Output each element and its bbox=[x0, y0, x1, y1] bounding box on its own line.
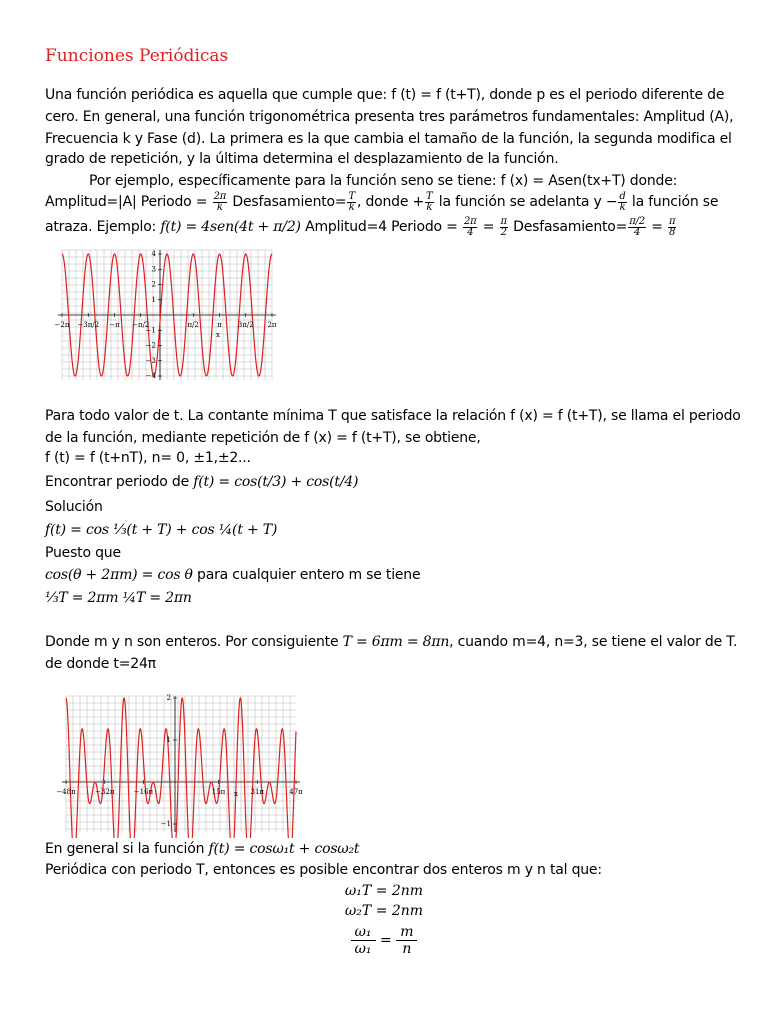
frac-pi-8 bbox=[668, 217, 676, 238]
x-tick-label: 15π bbox=[211, 788, 226, 796]
y-tick-label: −2 bbox=[145, 341, 156, 350]
eq-ratio bbox=[0, 924, 768, 957]
ratio-left-den: ω₁ bbox=[354, 941, 372, 957]
frac-num: 2π bbox=[463, 215, 477, 227]
x-tick-label: −16π bbox=[133, 788, 154, 796]
eq-omega2: ω₂T = 2nm bbox=[344, 903, 424, 919]
para1-line7 bbox=[45, 216, 735, 238]
funcion-se-label: la función se bbox=[627, 194, 719, 210]
ratio-right-den: n bbox=[402, 941, 412, 957]
series-line bbox=[66, 698, 296, 838]
desfasamiento-label-2: Desfasamiento= bbox=[508, 219, 628, 235]
encontrar-label: Encontrar periodo de bbox=[45, 474, 194, 490]
x-axis-label: x bbox=[216, 331, 220, 339]
frac-den: k bbox=[426, 201, 433, 213]
frac-num: d bbox=[619, 190, 626, 202]
para2-line2: de la función, mediante repetición de f (x) = f (t+T), se obtiene, bbox=[45, 430, 481, 446]
en-general-label: En general si la función bbox=[45, 841, 209, 857]
x-tick-label: −48π bbox=[56, 788, 76, 796]
ratio-left bbox=[351, 924, 376, 957]
para1-line2: cero. En general, una función trigonométrica presenta tres parámetros fundamentales: Amplitud (A), bbox=[45, 109, 734, 125]
y-tick-label: −4 bbox=[145, 372, 156, 380]
para1-line1: Una función periódica es aquella que cumple que: f (t) = f (t+T), donde p es el periodo diferente de bbox=[45, 87, 725, 103]
para1-line5-text: Por ejemplo, específicamente para la función seno se tiene: f (x) = Asen(tx+T) donde: bbox=[89, 173, 678, 189]
page-title: Funciones Periódicas bbox=[45, 46, 229, 66]
frac-pi2-4 bbox=[628, 217, 646, 238]
ratio-right-num: m bbox=[396, 924, 417, 941]
adelanta-label: la función se adelanta y − bbox=[434, 194, 618, 210]
x-tick-label: −32π bbox=[95, 788, 115, 796]
ratio-right bbox=[396, 924, 417, 957]
frac-num: 2π bbox=[213, 190, 227, 202]
x-tick-label: −π bbox=[109, 321, 120, 329]
para3-line1 bbox=[45, 838, 735, 860]
y-tick-label: 3 bbox=[151, 265, 156, 274]
y-tick-label: −3 bbox=[145, 356, 156, 365]
ejemplo-label: atraza. Ejemplo: bbox=[45, 219, 161, 235]
solucion-label: Solución bbox=[45, 499, 103, 515]
encontrar-equation: f(t) = cos(t/3) + cos(t/4) bbox=[193, 474, 359, 490]
y-tick-label: 2 bbox=[166, 694, 171, 702]
frac-den: 4 bbox=[633, 226, 641, 238]
x-tick-label: π bbox=[217, 321, 222, 329]
desfasamiento-label: Desfasamiento= bbox=[228, 194, 347, 210]
general-equation: f(t) = cosω₁t + cosω₂t bbox=[208, 841, 360, 857]
frac-T-k-2 bbox=[425, 192, 433, 213]
para1-line3: Frecuencia k y Fase (d). La primera es la que cambia el tamaño de la función, la segunda modifica el bbox=[45, 131, 732, 147]
puesto-que-label: Puesto que bbox=[45, 545, 121, 561]
para1-line4: grado de repetición, y la última determina el desplazamiento de la función. bbox=[45, 151, 559, 167]
donde-label: , donde + bbox=[356, 194, 425, 210]
x-tick-label: 2π bbox=[267, 321, 277, 329]
cos-identity: cos(θ + 2πm) = cos θ bbox=[45, 567, 193, 583]
amplitud-label: Amplitud=|A| Periodo = bbox=[45, 194, 212, 210]
x-axis-label: x bbox=[234, 790, 238, 798]
para1-line5 bbox=[45, 170, 735, 192]
x-tick-label: 47π bbox=[289, 788, 303, 796]
y-tick-label: 1 bbox=[166, 736, 171, 744]
frac-den: 8 bbox=[669, 226, 676, 238]
ejemplo-equation: f(t) = 4sen(4t + π/2) bbox=[160, 219, 301, 235]
x-tick-label: −2π bbox=[54, 321, 70, 329]
donde-text: Donde m y n son enteros. Por consiguiente bbox=[45, 634, 343, 650]
amplitud4-label: Amplitud=4 Periodo = bbox=[300, 219, 462, 235]
eq-omega1: ω₁T = 2nm bbox=[344, 883, 424, 899]
plot-4sen bbox=[44, 244, 284, 386]
frac-pi-2 bbox=[500, 217, 508, 238]
ratio-equals: = bbox=[380, 932, 397, 949]
frac-num: T bbox=[348, 190, 355, 202]
y-tick-label: 2 bbox=[151, 280, 156, 289]
frac-num: π bbox=[668, 215, 676, 227]
frac-den: k bbox=[348, 201, 355, 213]
equals-sign-2: = bbox=[646, 219, 667, 235]
cos-identity-line bbox=[45, 564, 735, 586]
x-tick-label: 31π bbox=[250, 788, 265, 796]
para1-line6 bbox=[45, 191, 735, 213]
frac-num: π bbox=[500, 215, 507, 227]
y-tick-label: 4 bbox=[151, 250, 156, 258]
frac-den: k bbox=[619, 201, 626, 213]
para2-line1: Para todo valor de t. La contante mínima T que satisface la relación f (x) = f (t+T), se llama el periodo bbox=[45, 408, 741, 424]
period-equations: ⅓T = 2πm ¼T = 2πn bbox=[45, 590, 192, 606]
ratio-left-num: ω₁ bbox=[351, 924, 376, 941]
frac-2pi-4 bbox=[463, 217, 478, 238]
frac-T-k bbox=[347, 192, 355, 213]
cos-identity-text: para cualquier entero m se tiene bbox=[192, 567, 421, 583]
y-tick-label: −1 bbox=[145, 326, 156, 335]
solucion-equation: f(t) = cos ⅓(t + T) + cos ¼(t + T) bbox=[45, 522, 278, 538]
y-tick-label: 1 bbox=[151, 295, 156, 304]
para2-line6: de donde t=24π bbox=[45, 656, 156, 672]
y-tick-label: −1 bbox=[160, 820, 171, 828]
frac-den: k bbox=[216, 201, 223, 213]
x-tick-label: 3π/2 bbox=[237, 321, 254, 329]
frac-den: 4 bbox=[467, 226, 474, 238]
x-tick-label: π/2 bbox=[187, 321, 199, 329]
equals-sign: = bbox=[478, 219, 499, 235]
para3-line2: Periódica con periodo T, entonces es posible encontrar dos enteros m y n tal que: bbox=[45, 862, 602, 878]
frac-num: π/2 bbox=[629, 215, 645, 227]
plot-cos-sum bbox=[44, 690, 314, 838]
x-tick-label: −3π/2 bbox=[77, 321, 100, 329]
T-equation: T = 6πm = 8πn bbox=[342, 634, 450, 650]
para2-line5 bbox=[45, 631, 738, 653]
frac-num: T bbox=[426, 190, 433, 202]
frac-d-k bbox=[618, 192, 626, 213]
x-tick-label: −π/2 bbox=[132, 321, 150, 329]
cuando-text: , cuando m=4, n=3, se tiene el valor de T. bbox=[449, 634, 738, 650]
frac-den: 2 bbox=[500, 226, 507, 238]
frac-2pi-k bbox=[213, 192, 228, 213]
para2-line3: f (t) = f (t+nT), n= 0, ±1,±2... bbox=[45, 450, 251, 466]
para2-line4 bbox=[45, 471, 735, 493]
